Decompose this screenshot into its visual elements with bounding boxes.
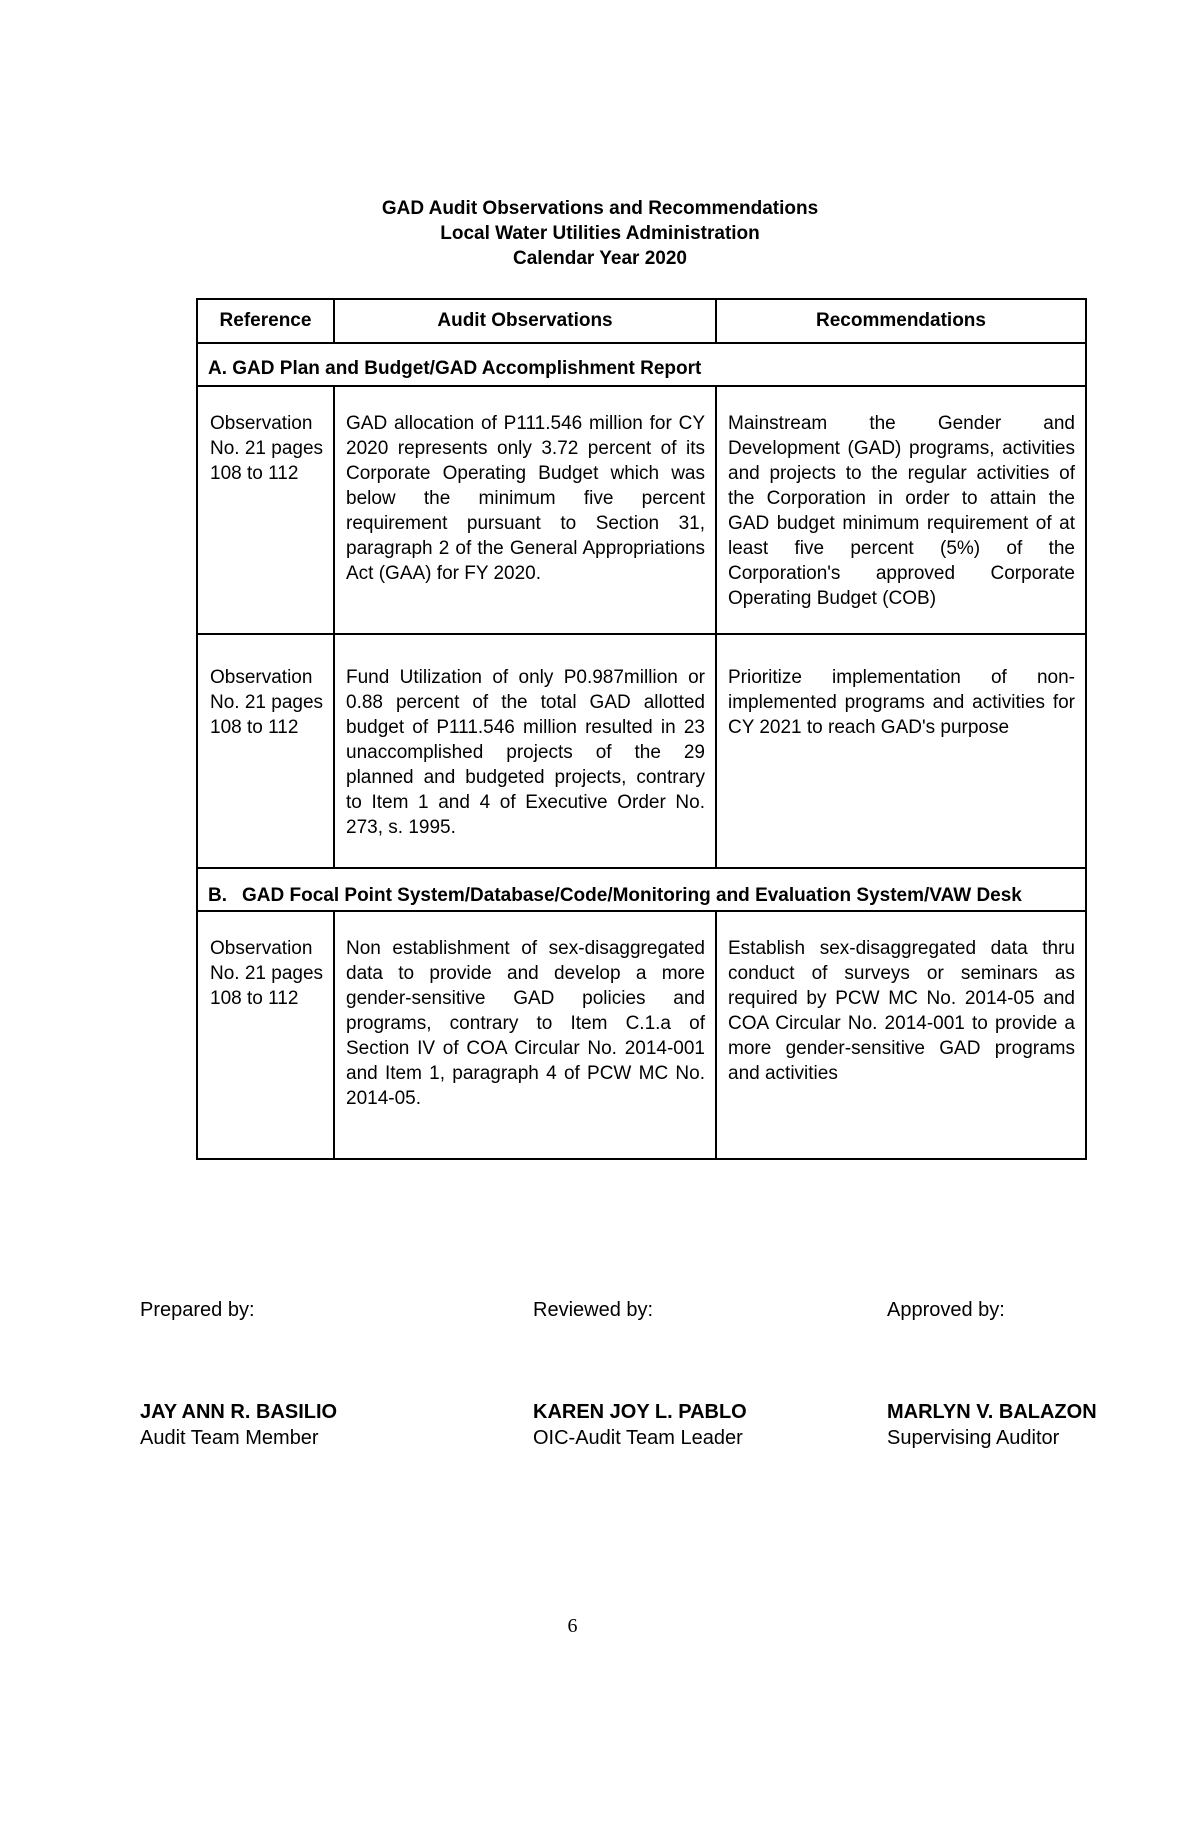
column-header-observations: Audit Observations xyxy=(334,299,716,343)
recommendation-cell: Prioritize implementation of non-implemented programs and activities for CY 2021 to reach GAD's purpose xyxy=(716,634,1086,868)
reviewed-by-position: OIC-Audit Team Leader xyxy=(533,1427,743,1449)
observation-cell: Fund Utilization of only P0.987million or 0.88 percent of the total GAD allotted budget of P111.546 million resulted in 23 unaccomplished projects of the 29 planned and budgeted projects, contrary to Item 1 and 4 of Executive Order No. 273, s. 1995. xyxy=(334,634,716,868)
reference-cell: Observation No. 21 pages 108 to 112 xyxy=(197,386,334,634)
signatory-prepared xyxy=(140,1297,337,1451)
reporting-period: Calendar Year 2020 xyxy=(513,248,687,269)
observation-cell: GAD allocation of P111.546 million for CY 2020 represents only 3.72 percent of its Corporate Operating Budget which was below the minimum five percent requirement pursuant to Section 31, paragraph 2 of the General Appropriations Act (GAA) for FY 2020. xyxy=(334,386,716,634)
reference-cell: Observation No. 21 pages 108 to 112 xyxy=(197,634,334,868)
agency-name: Local Water Utilities Administration xyxy=(440,223,760,244)
column-header-reference: Reference xyxy=(197,299,334,343)
reviewed-by-name: KAREN JOY L. PABLO xyxy=(533,1401,747,1423)
prepared-by-position: Audit Team Member xyxy=(140,1427,319,1449)
table-row xyxy=(197,911,1086,1159)
reviewed-by-label: Reviewed by: xyxy=(533,1299,654,1321)
prepared-by-label: Prepared by: xyxy=(140,1299,255,1321)
signatory-approved xyxy=(887,1297,1097,1451)
recommendation-cell: Mainstream the Gender and Development (GAD) programs, activities and projects to the regular activities of the Corporation in order to attain the GAD budget minimum requirement of at least five percent (5%) of the Corporation's approved Corporate Operating Budget (COB) xyxy=(716,386,1086,634)
reference-cell: Observation No. 21 pages 108 to 112 xyxy=(197,911,334,1159)
approved-by-label: Approved by: xyxy=(887,1299,1005,1321)
recommendation-cell: Establish sex-disaggregated data thru conduct of surveys or seminars as required by PCW MC No. 2014-05 and COA Circular No. 2014-001 to provide a more gender-sensitive GAD programs and activities xyxy=(716,911,1086,1159)
section-b-heading xyxy=(197,868,1086,911)
section-a-title: GAD Plan and Budget/GAD Accomplishment Report xyxy=(232,358,702,379)
approved-by-position: Supervising Auditor xyxy=(887,1427,1060,1449)
table-header-row xyxy=(197,299,1086,343)
section-b-title: GAD Focal Point System/Database/Code/Monitoring and Evaluation System/VAW Desk xyxy=(242,885,1022,906)
table-row xyxy=(197,386,1086,634)
section-a-heading xyxy=(197,343,1086,386)
observation-cell: Non establishment of sex-disaggregated data to provide and develop a more gender-sensitive GAD policies and programs, contrary to Item C.1.a of Section IV of COA Circular No. 2014-001 and Item 1, paragraph 4 of PCW MC No. 2014-05. xyxy=(334,911,716,1159)
page-number: 6 xyxy=(567,1615,578,1637)
section-a-letter: A. xyxy=(208,358,227,379)
audit-observations-table xyxy=(196,298,1087,1160)
section-b-letter: B. xyxy=(208,885,227,906)
approved-by-name: MARLYN V. BALAZON xyxy=(887,1401,1097,1423)
signatory-reviewed xyxy=(533,1297,747,1451)
document-header xyxy=(0,196,1200,271)
section-row-b xyxy=(197,868,1086,911)
document-title: GAD Audit Observations and Recommendations xyxy=(381,198,819,219)
table-row xyxy=(197,634,1086,868)
column-header-recommendations: Recommendations xyxy=(716,299,1086,343)
prepared-by-name: JAY ANN R. BASILIO xyxy=(140,1401,338,1423)
section-row-a xyxy=(197,343,1086,386)
